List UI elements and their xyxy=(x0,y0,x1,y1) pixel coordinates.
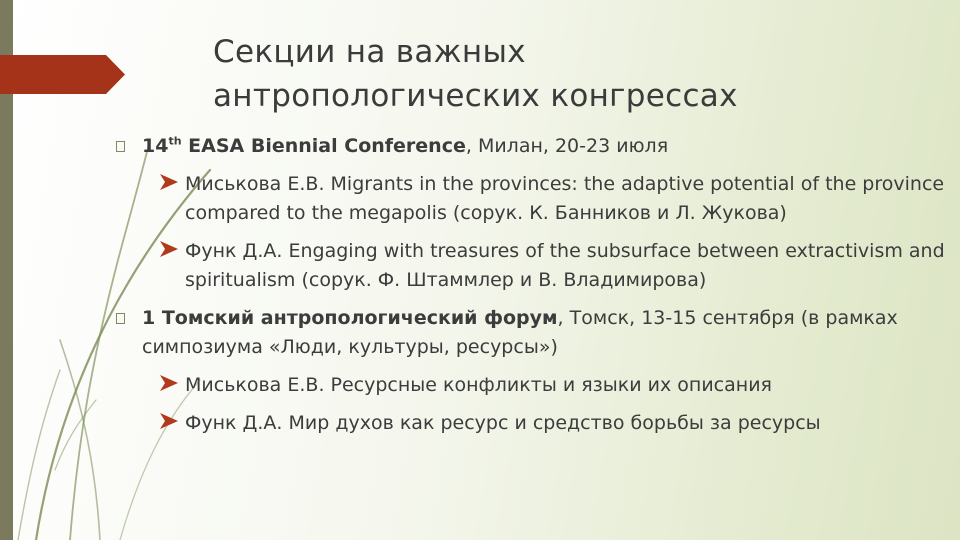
slide-title xyxy=(213,30,913,118)
hollow-square-bullet-icon xyxy=(116,141,125,152)
sub-list-item: Миськова Е.В. Migrants in the provinces: the adaptive potential of the province compared to the megapolis (соpук. К. Банников и Л. Жукова) xyxy=(158,170,946,228)
conference-detail: , Милан, 20-23 июля xyxy=(465,135,669,157)
list-item-easa-conference xyxy=(116,132,946,161)
sub-list-item: Миськова Е.В. Ресурсные конфликты и языки их описания xyxy=(158,371,946,400)
arrowhead-bullet-icon xyxy=(158,171,180,191)
title-line-1: Секции на важных xyxy=(213,34,526,70)
title-accent-tab-icon xyxy=(0,55,125,94)
conference-name: 14th EASA Biennial Conference xyxy=(142,134,466,157)
title-line-2: антропологических конгрессах xyxy=(213,78,738,114)
arrowhead-bullet-icon xyxy=(158,372,180,392)
list-item-tomsk-forum xyxy=(116,304,946,362)
arrowhead-bullet-icon xyxy=(158,410,180,430)
forum-name: 1 Томский антропологический форум xyxy=(142,307,558,329)
content-list xyxy=(116,132,946,447)
forum-detail: , Томск, 13-15 сентября (в рамках симпозиума «Люди, культуры, ресурсы») xyxy=(142,307,898,358)
sub-list-item: Функ Д.А. Мир духов как ресурс и средство борьбы за ресурсы xyxy=(158,409,946,438)
sub-list-item: Функ Д.А. Engaging with treasures of the subsurface between extractivism and spiritualism (соpук. Ф. Штаммлер и В. Владимирова) xyxy=(158,237,946,295)
hollow-square-bullet-icon xyxy=(116,313,125,324)
arrowhead-bullet-icon xyxy=(158,238,180,258)
